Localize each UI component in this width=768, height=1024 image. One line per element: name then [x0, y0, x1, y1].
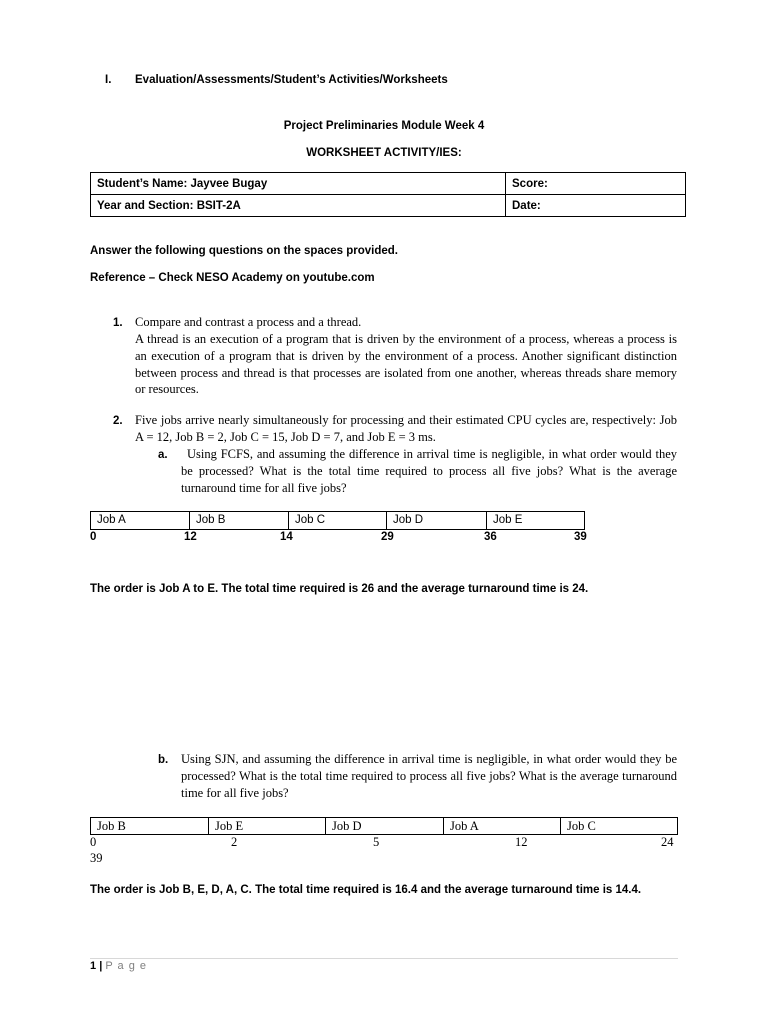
score-cell: Score:: [506, 173, 686, 195]
gantt-a-tick: 29: [381, 531, 394, 543]
page-number: 1: [90, 960, 97, 972]
gantt-b-tick: 0: [90, 835, 97, 849]
gantt-b-tick: 39: [90, 851, 103, 865]
gantt-a-cell: Job A: [91, 512, 190, 529]
reference: Reference – Check NESO Academy on youtube.com: [90, 272, 375, 284]
module-title: Project Preliminaries Module Week 4: [283, 120, 485, 132]
q1-number: 1.: [113, 317, 123, 329]
footer: [90, 960, 147, 972]
q2b-answer: The order is Job B, E, D, A, C. The total time required is 16.4 and the average turnaround time is 14.4.: [90, 884, 642, 896]
gantt-a-tick: 39: [574, 531, 587, 543]
gantt-b-tick: 24: [661, 835, 674, 849]
fcfs-gantt-chart: [90, 511, 585, 530]
footer-separator: |: [99, 960, 103, 972]
gantt-a-cell: Job C: [289, 512, 387, 529]
section-title: Evaluation/Assessments/Student’s Activities/Worksheets: [135, 74, 448, 86]
gantt-a-cell: Job D: [387, 512, 487, 529]
gantt-a-cell: Job B: [190, 512, 289, 529]
footer-divider: [90, 958, 678, 959]
gantt-a-cell: Job E: [493, 514, 523, 526]
q2a-answer: The order is Job A to E. The total time required is 26 and the average turnaround time is 24.: [90, 583, 589, 595]
gantt-b-cell: Job B: [91, 818, 209, 834]
gantt-a-tick: 14: [280, 531, 293, 543]
gantt-a-tick: 12: [184, 531, 197, 543]
q1-question: Compare and contrast a process and a thread.: [135, 315, 362, 329]
q1-answer: A thread is an execution of a program that is driven by the environment of a process, whereas a process is an execution of a program that is driven by the environment of a process. Another significant distinction between process and thread is that processes are isolated from one another, whereas threads share memory or resources.: [135, 332, 677, 397]
q2a-text: Using FCFS, and assuming the difference in arrival time is negligible, in what order would they be processed? What is the total time required to process all five jobs? What is the average turnaround time for all five jobs?: [181, 447, 677, 495]
year-section-cell: Year and Section: BSIT-2A: [91, 195, 506, 217]
gantt-b-tick: 5: [373, 835, 380, 849]
instructions: Answer the following questions on the spaces provided.: [90, 245, 398, 257]
q2b-label: b.: [158, 754, 169, 766]
gantt-b-tick: 12: [515, 835, 528, 849]
sjn-gantt-chart: [90, 817, 678, 835]
date-cell: Date:: [506, 195, 686, 217]
gantt-a-tick: 36: [484, 531, 497, 543]
gantt-b-cell: Job E: [209, 818, 326, 834]
gantt-b-cell: Job A: [444, 818, 561, 834]
q2-question: Five jobs arrive nearly simultaneously for processing and their estimated CPU cycles are, respectively: Job A = 12, Job B = 2, Job C = 15, Job D = 7, and Job E = 3 ms.: [135, 413, 677, 444]
gantt-b-cell: Job C: [567, 819, 596, 833]
gantt-b-cell: Job D: [326, 818, 444, 834]
student-info-table: [90, 172, 686, 217]
student-name-cell: Student’s Name: Jayvee Bugay: [91, 173, 506, 195]
q2-number: 2.: [113, 415, 123, 427]
page-word: P a g e: [105, 960, 147, 972]
worksheet-title: WORKSHEET ACTIVITY/IES:: [306, 147, 462, 159]
q2a-label: a.: [158, 449, 168, 461]
q2b-text: Using SJN, and assuming the difference in arrival time is negligible, in what order would they be processed? What is the total time required to process all five jobs? What is the average turnaround time for all five jobs?: [181, 752, 677, 800]
gantt-b-tick: 2: [231, 835, 238, 849]
section-numeral: I.: [105, 74, 112, 86]
gantt-a-tick: 0: [90, 531, 97, 543]
